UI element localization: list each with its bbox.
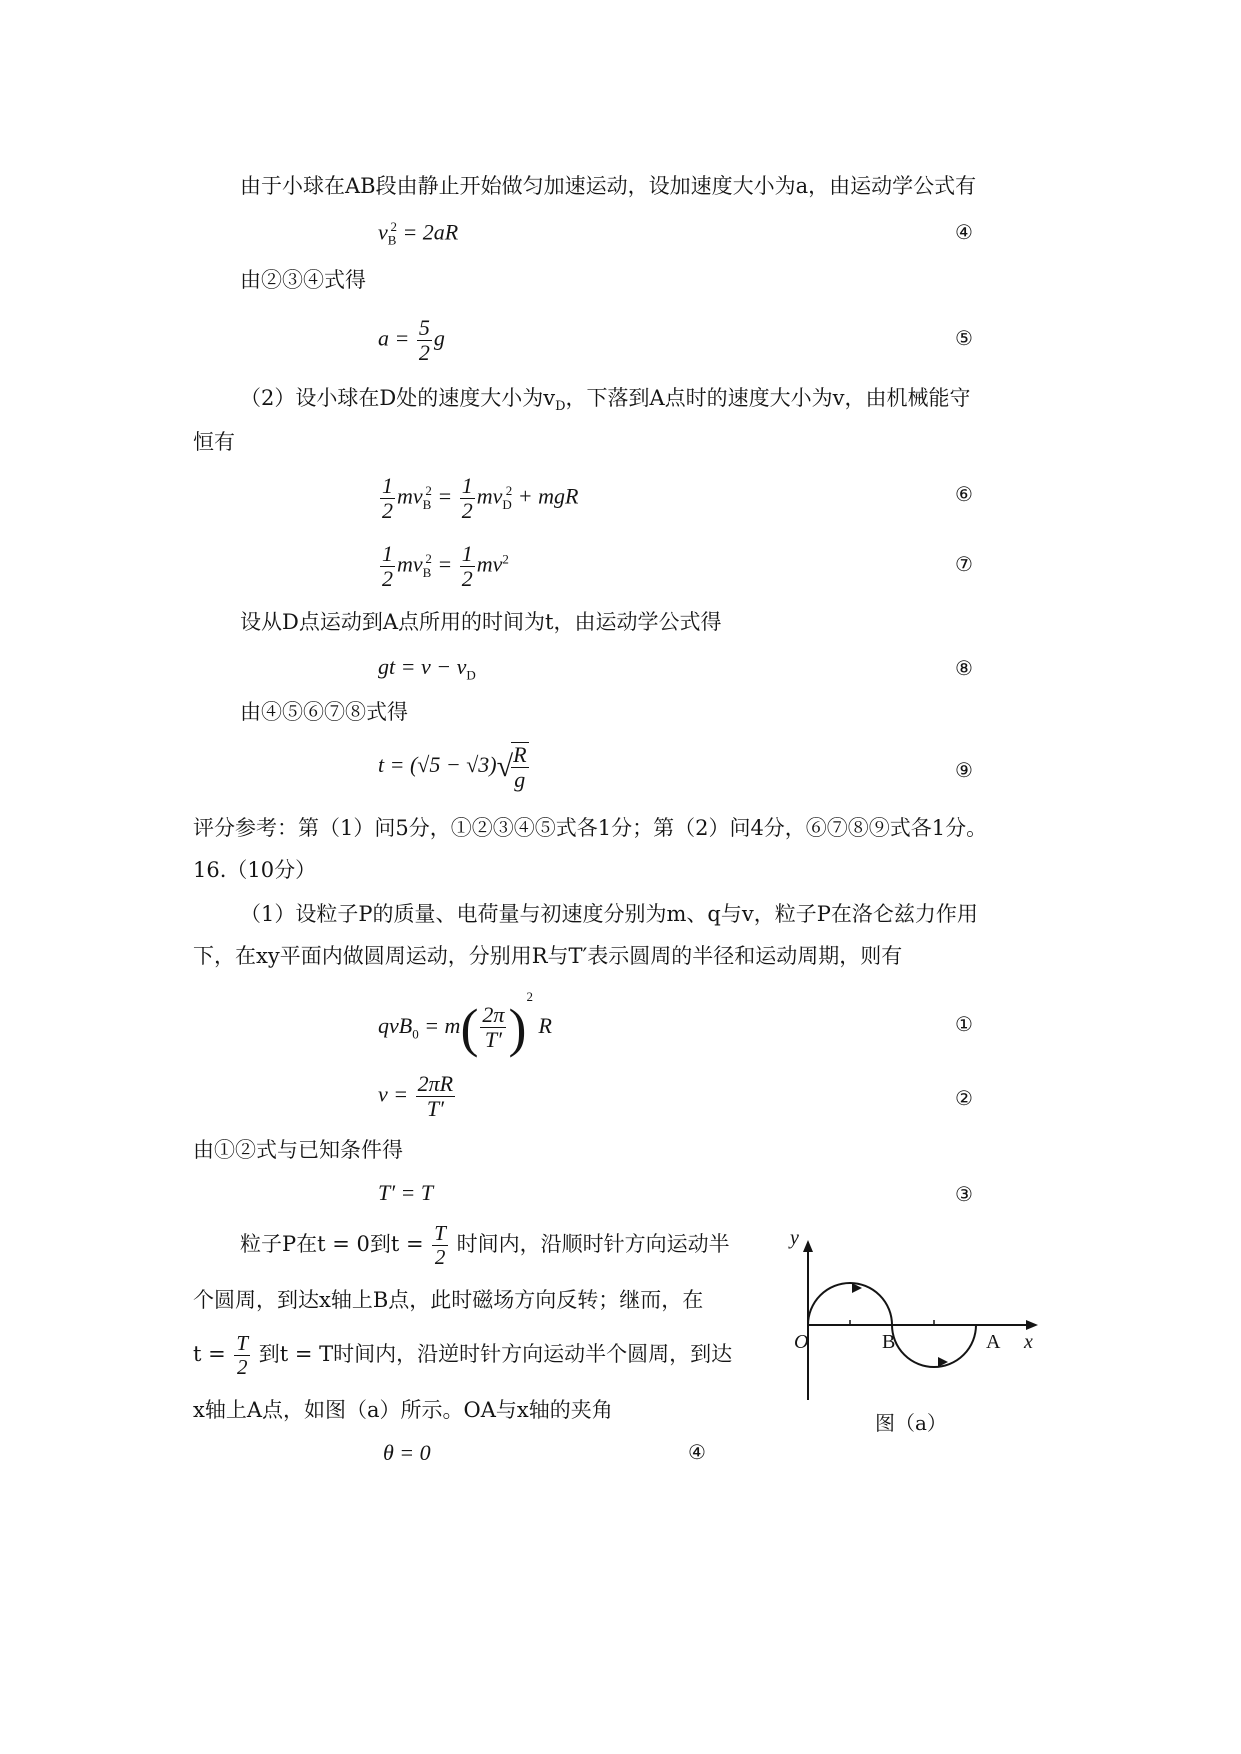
text-line: 粒子P在t = 0到t = $\frac{T}{2}$ 时间内，沿顺时针方向运动半 [240, 1221, 730, 1270]
x-axis-arrow [1026, 1320, 1038, 1330]
text-line: 个圆周，到达x轴上B点，此时磁场方向反转；继而，在 [193, 1288, 704, 1312]
scoring-reference: 评分参考：第（1）问5分，①②③④⑤式各1分；第（2）问4分，⑥⑦⑧⑨式各1分。 [193, 816, 988, 840]
text-line: （2）设小球在D处的速度大小为$v_D$，下落到A点时的速度大小为v，由机械能守 [240, 386, 971, 415]
equation-number: ④ [955, 220, 973, 244]
equation-number: ⑥ [955, 482, 973, 506]
figure-caption: 图（a） [875, 1411, 947, 1435]
text-line: 由④⑤⑥⑦⑧式得 [240, 700, 408, 724]
equation-number: ④ [688, 1440, 706, 1464]
text-line: 恒有 [193, 430, 235, 454]
y-axis-label: y [790, 1227, 799, 1249]
equation-energy-2: $\frac{1}{2}$ $mv_B^2$ = $\frac{1}{2}$ $mv^2$ [382, 541, 509, 592]
text-line: 由于小球在AB段由静止开始做匀加速运动，设加速度大小为a，由运动学公式有 [240, 174, 977, 198]
equation-number: ③ [955, 1182, 973, 1206]
point-a-label: A [986, 1331, 1001, 1353]
figure-trajectory [790, 1227, 1050, 1470]
equation-number: ① [955, 1012, 973, 1036]
point-b-label: B [882, 1331, 896, 1353]
text-line: 设从D点运动到A点所用的时间为t，由运动学公式得 [240, 610, 722, 634]
equation-lorentz: qvB$_0$ = m( $\frac{2\pi}{T'}$ )$^2$ R [378, 989, 552, 1058]
origin-label: O [794, 1331, 809, 1353]
x-axis-label: x [1024, 1331, 1033, 1353]
trajectory-diagram [790, 1240, 1050, 1410]
equation-velocity: v = $\frac{2\pi R}{T'}$ [378, 1071, 454, 1122]
equation-number: ⑦ [955, 552, 973, 576]
text-line: 由①②式与已知条件得 [193, 1138, 403, 1162]
text-line: x轴上A点，如图（a）所示。OA与x轴的夹角 [193, 1398, 613, 1422]
text-line: t = $\frac{T}{2}$ 到t = T时间内，沿逆时针方向运动半个圆周，到达 [193, 1331, 733, 1380]
text-line: （1）设粒子P的质量、电荷量与初速度分别为m、q与v，粒子P在洛仑兹力作用 [240, 902, 978, 926]
lower-semicircle [892, 1325, 976, 1367]
equation-theta: θ = 0 [383, 1440, 431, 1465]
text-line: 下，在xy平面内做圆周运动，分别用R与T′表示圆周的半径和运动周期，则有 [193, 944, 903, 968]
equation-period: T′ = T [378, 1180, 434, 1205]
equation-number: ⑨ [955, 758, 973, 782]
equation-energy-1: $\frac{1}{2}$ $mv_B^2$ = $\frac{1}{2}$ $mv_D^2$ + mgR [382, 473, 579, 524]
equation-number: ② [955, 1086, 973, 1110]
equation-gt: gt = $v - v_D$ [378, 654, 476, 683]
text-line: 由②③④式得 [240, 268, 366, 292]
equation-a: a = $\frac{5}{2}$ g [378, 315, 445, 366]
y-axis-arrow [803, 1240, 813, 1252]
question-heading: 16.（10分） [193, 858, 317, 882]
upper-semicircle [808, 1283, 892, 1325]
equation-number: ⑤ [955, 326, 973, 350]
equation-t: t = (√5 − √3)√ $\frac{R}{g}$ [378, 742, 527, 793]
equation-vb: $v_B^2 = 2aR$ [378, 219, 459, 248]
equation-number: ⑧ [955, 656, 973, 680]
